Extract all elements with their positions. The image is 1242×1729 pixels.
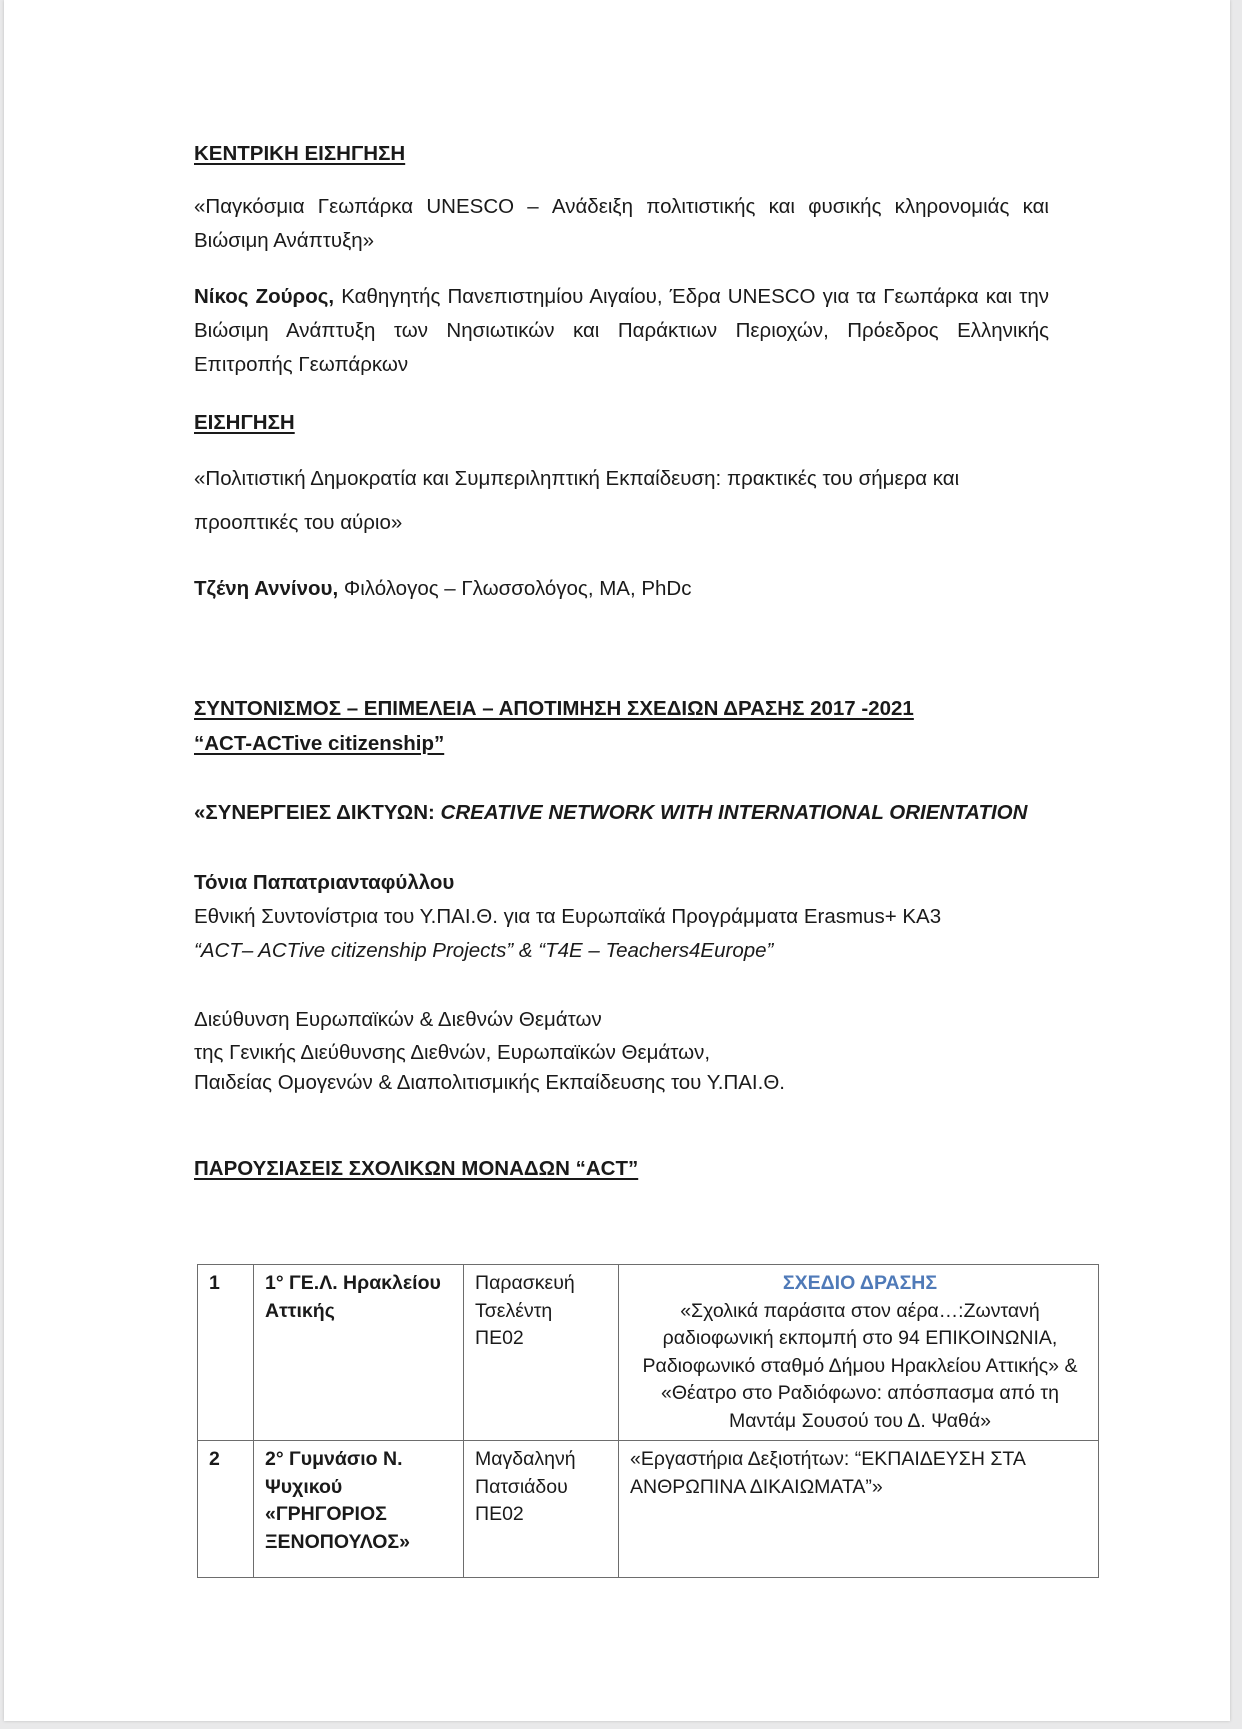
presentation-speaker bbox=[194, 572, 691, 606]
heading-school-presentations: ΠΑΡΟΥΣΙΑΣΕΙΣ ΣΧΟΛΙΚΩΝ ΜΟΝΑΔΩΝ “ACT” bbox=[194, 1157, 639, 1180]
presentation-speaker-name: Τζένη Αννίνου, bbox=[194, 577, 339, 600]
school-name-line: 2° Γυμνάσιο Ν. bbox=[265, 1448, 403, 1470]
keynote-title: «Παγκόσμια Γεωπάρκα UNESCO – Ανάδειξη πολιτιστικής και φυσικής κληρονομιάς και Βιώσιμη Ανάπτυξη» bbox=[194, 195, 1049, 252]
presentation-speaker-description: Φιλόλογος – Γλωσσολόγος, MA, PhDc bbox=[338, 577, 692, 600]
heading-presentation: ΕΙΣΗΓΗΣΗ bbox=[194, 411, 295, 434]
network-synergies-prefix: «ΣΥΝΕΡΓΕΙΕΣ ΔΙΚΤΥΩΝ: bbox=[194, 801, 441, 824]
table-row bbox=[198, 1265, 1099, 1441]
keynote-speaker-name: Νίκος Ζούρος, bbox=[194, 285, 335, 308]
teacher-name bbox=[464, 1265, 619, 1441]
coordinator-name: Τόνια Παπατριανταφύλλου bbox=[194, 871, 455, 894]
teacher-specialty: ΠΕ02 bbox=[475, 1327, 524, 1349]
school-name-line: Ψυχικού bbox=[265, 1475, 343, 1498]
teacher-name-line: Παρασκευή bbox=[475, 1272, 575, 1294]
department-line-3: Παιδείας Ομογενών & Διαπολιτισμικής Εκπαίδευσης του Υ.ΠΑΙ.Θ. bbox=[194, 1071, 785, 1094]
teacher-name bbox=[464, 1441, 619, 1578]
heading-main-keynote: ΚΕΝΤΡΙΚΗ ΕΙΣΗΓΗΣΗ bbox=[194, 142, 406, 165]
coordinator-role: Εθνική Συντονίστρια του Υ.ΠΑΙ.Θ. για τα Ευρωπαϊκά Προγράμματα Erasmus+ KA3 bbox=[194, 905, 942, 928]
school-name-line: ΞΕΝΟΠΟΥΛΟΣ» bbox=[265, 1530, 410, 1553]
teacher-name-line: Πατσιάδου bbox=[475, 1475, 568, 1498]
school-name-line: 1° ΓΕ.Λ. Ηρακλείου bbox=[265, 1272, 441, 1294]
school-name bbox=[254, 1265, 464, 1441]
teacher-name-line: Τσελέντη bbox=[475, 1299, 553, 1322]
action-plan bbox=[619, 1265, 1099, 1441]
keynote-speaker bbox=[194, 280, 1049, 382]
school-name-line: Αττικής bbox=[265, 1299, 335, 1322]
heading-act-citizenship: “ACT-ACTive citizenship” bbox=[194, 732, 445, 755]
row-number: 2 bbox=[198, 1441, 254, 1578]
action-plan-text: «Εργαστήρια Δεξιοτήτων: “ΕΚΠΑΙΔΕΥΣΗ ΣΤΑ ΑΝΘΡΩΠΙΝΑ ΔΙΚΑΙΩΜΑΤΑ”» bbox=[630, 1448, 1025, 1498]
row-number: 1 bbox=[198, 1265, 254, 1441]
network-synergies-title: CREATIVE NETWORK WITH INTERNATIONAL ORIENTATION bbox=[440, 801, 1028, 824]
presentation-title-line1: «Πολιτιστική Δημοκρατία και Συμπεριληπτική Εκπαίδευση: πρακτικές του σήμερα και bbox=[194, 467, 960, 490]
department-line-1: Διεύθυνση Ευρωπαϊκών & Διεθνών Θεμάτων bbox=[194, 1008, 602, 1031]
schools-table bbox=[197, 1264, 1099, 1578]
department-line-2: της Γενικής Διεύθυνσης Διεθνών, Ευρωπαϊκών Θεμάτων, bbox=[194, 1041, 711, 1064]
keynote-speaker-description: Καθηγητής Πανεπιστημίου Αιγαίου, Έδρα UNESCO για τα Γεωπάρκα και την Βιώσιμη Ανάπτυξη των Νησιωτικών και Παράκτιων Περιοχών, Πρόεδρος Ελληνικής Επιτροπής Γεωπάρκων bbox=[194, 285, 1049, 376]
school-name-line: «ΓΡΗΓΟΡΙΟΣ bbox=[265, 1503, 387, 1525]
action-plan-header: ΣΧΕΔΙΟ ΔΡΑΣΗΣ bbox=[782, 1272, 938, 1294]
table-row bbox=[198, 1441, 1099, 1578]
document-page bbox=[4, 0, 1230, 1721]
action-plan bbox=[619, 1441, 1099, 1578]
teacher-name-line: Μαγδαληνή bbox=[475, 1448, 576, 1470]
network-synergies bbox=[194, 796, 1027, 830]
action-plan-text: «Σχολικά παράσιτα στον αέρα…:Ζωντανή ραδιοφωνική εκπομπή στο 94 ΕΠΙΚΟΙΝΩΝΙΑ, Ραδιοφωνικό σταθμό Δήμου Ηρακλείου Αττικής» & «Θέατρο στο Ραδιόφωνο: απόσπασμα από τη Μαντάμ Σουσού του Δ. Ψαθά» bbox=[642, 1299, 1078, 1432]
presentation-title-line2: προοπτικές του αύριο» bbox=[194, 511, 403, 534]
heading-coordination: ΣΥΝΤΟΝΙΣΜΟΣ – ΕΠΙΜΕΛΕΙΑ – ΑΠΟΤΙΜΗΣΗ ΣΧΕΔΙΩΝ ΔΡΑΣΗΣ 2017 -2021 bbox=[194, 697, 914, 720]
teacher-specialty: ΠΕ02 bbox=[475, 1503, 524, 1525]
coordinator-projects: “ACT– ACTive citizenship Projects” & “T4E – Teachers4Europe” bbox=[194, 939, 774, 962]
school-name bbox=[254, 1441, 464, 1578]
